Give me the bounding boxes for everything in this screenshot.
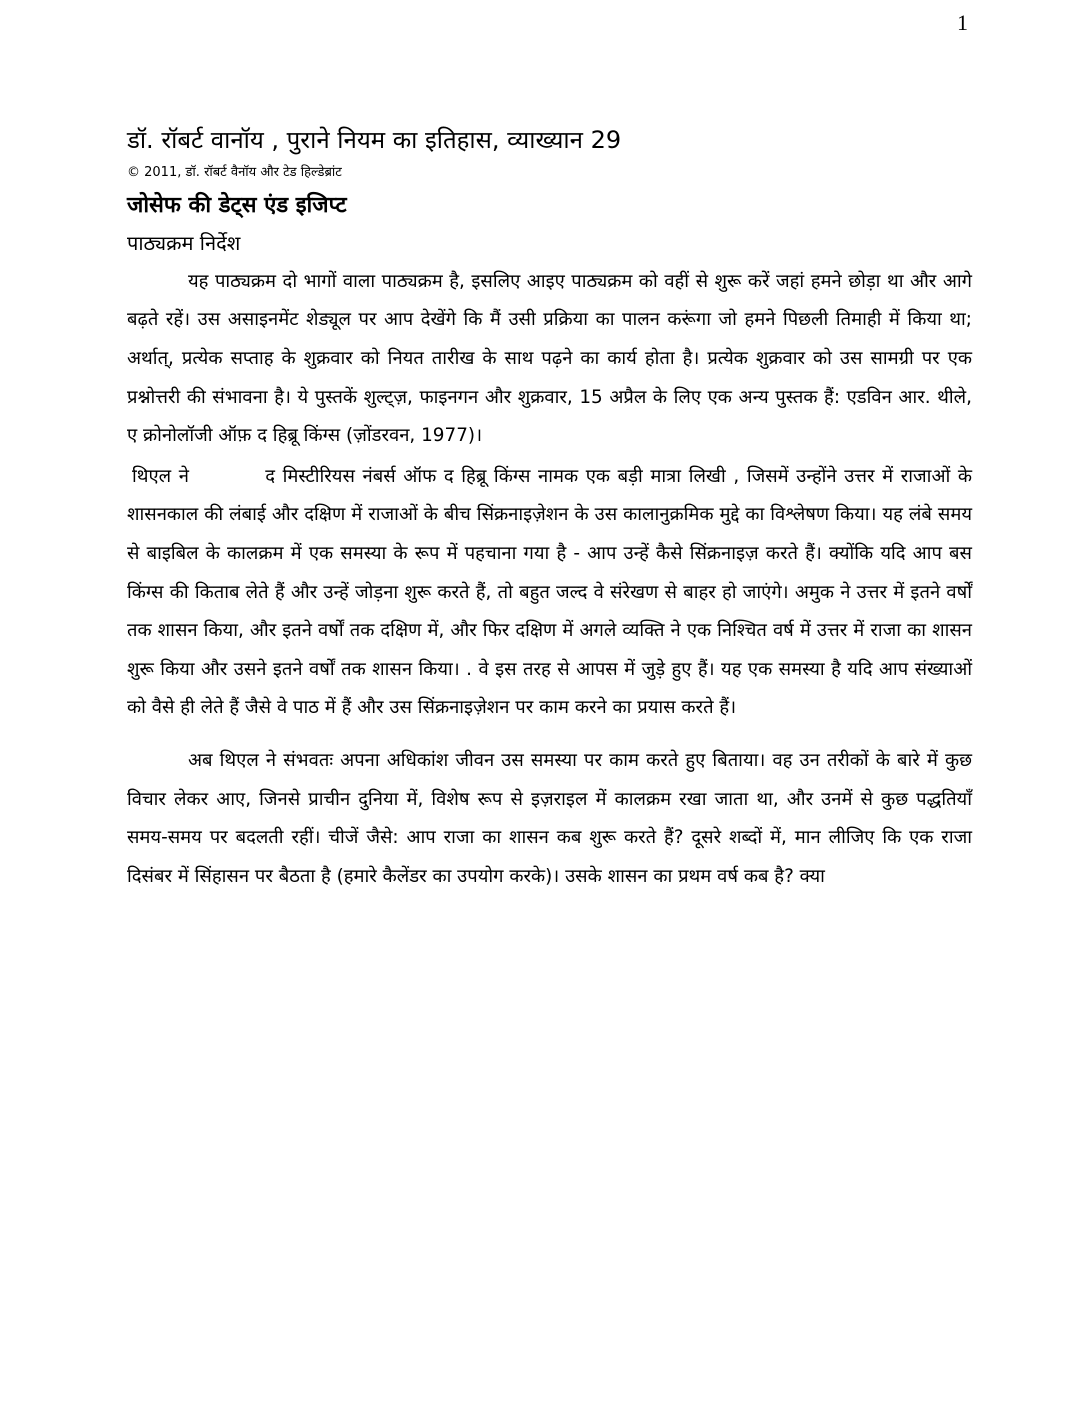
lecture-title: डॉ. रॉबर्ट वानॉय , पुराने नियम का इतिहास, व्याख्यान 29 — [127, 126, 622, 154]
document-body — [127, 126, 978, 896]
section-subheading: पाठ्यक्रम निर्देश — [127, 230, 241, 255]
paragraph-course-intro: यह पाठ्यक्रम दो भागों वाला पाठ्यक्रम है, इसलिए आइए पाठ्यक्रम को वहीं से शुरू करें जहां हमने छोड़ा था और आगे बढ़ते रहें। उस असाइनमेंट शेड्यूल पर आप देखेंगे कि मैं उसी प्रक्रिया का पालन करूंगा जो हमने पिछली तिमाही में किया था; अर्थात्, प्रत्येक सप्ताह के शुक्रवार को नियत तारीख के साथ पढ़ने का कार्य होता है। प्रत्येक शुक्रवार को उस सामग्री पर एक प्रश्नोत्तरी की संभावना है। ये पुस्तकें शुल्ट्ज़, फाइनगन और शुक्रवार, 15 अप्रैल के लिए एक अन्य पुस्तक हैं: एडविन आर. थीले, ए क्रोनोलॉजी ऑफ़ द हिब्रू किंग्स (ज़ोंडरवन, 1977)। — [127, 270, 973, 447]
section-heading: जोसेफ की डेट्स एंड इजिप्ट — [127, 193, 347, 219]
paragraph-thiele-numbers: थिएल ने द मिस्टीरियस नंबर्स ऑफ द हिब्रू किंग्स नामक एक बड़ी मात्रा लिखी , जिसमें उन्होंने उत्तर में राजाओं के शासनकाल की लंबाई और दक्षिण में राजाओं के बीच सिंक्रनाइज़ेशन के उस कालानुक्रमिक मुद्दे का विश्लेषण किया। यह लंबे समय से बाइबिल के कालक्रम में एक समस्या के रूप में पहचाना गया है - आप उन्हें कैसे सिंक्रनाइज़ करते हैं। क्योंकि यदि आप बस किंग्स की किताब लेते हैं और उन्हें जोड़ना शुरू करते हैं, तो बहुत जल्द वे संरेखण से बाहर हो जाएंगे। अमुक ने उत्तर में इतने वर्षों तक शासन किया, और इतने वर्षों तक दक्षिण में, और फिर दक्षिण में अगले व्यक्ति ने एक निश्चित वर्ष में उत्तर में राजा का शासन शुरू किया और उसने इतने वर्षों तक शासन किया। . वे इस तरह से आपस में जुड़े हुए हैं। यह एक समस्या है यदि आप संख्याओं को वैसे ही लेते हैं जैसे वे पाठ में हैं और उस सिंक्रनाइज़ेशन पर काम करने का प्रयास करते हैं। — [127, 465, 978, 719]
copyright-notice: © 2011, डॉ. रॉबर्ट वैनॉय और टेड हिल्डेब्रांट — [127, 164, 342, 180]
paragraph-thiele-life: अब थिएल ने संभवतः अपना अधिकांश जीवन उस समस्या पर काम करते हुए बिताया। वह उन तरीकों के बारे में कुछ विचार लेकर आए, जिनसे प्राचीन दुनिया में, विशेष रूप से इज़राइल में कालक्रम रखा जाता था, और उनमें से कुछ पद्धतियाँ समय-समय पर बदलती रहीं। चीजें जैसे: आप राजा का शासन कब शुरू करते हैं? दूसरे शब्दों में, मान लीजिए कि एक राजा दिसंबर में सिंहासन पर बैठता है (हमारे कैलेंडर का उपयोग करके)। उसके शासन का प्रथम वर्ष कब है? क्या — [127, 750, 972, 887]
page-number: 1 — [957, 10, 968, 35]
